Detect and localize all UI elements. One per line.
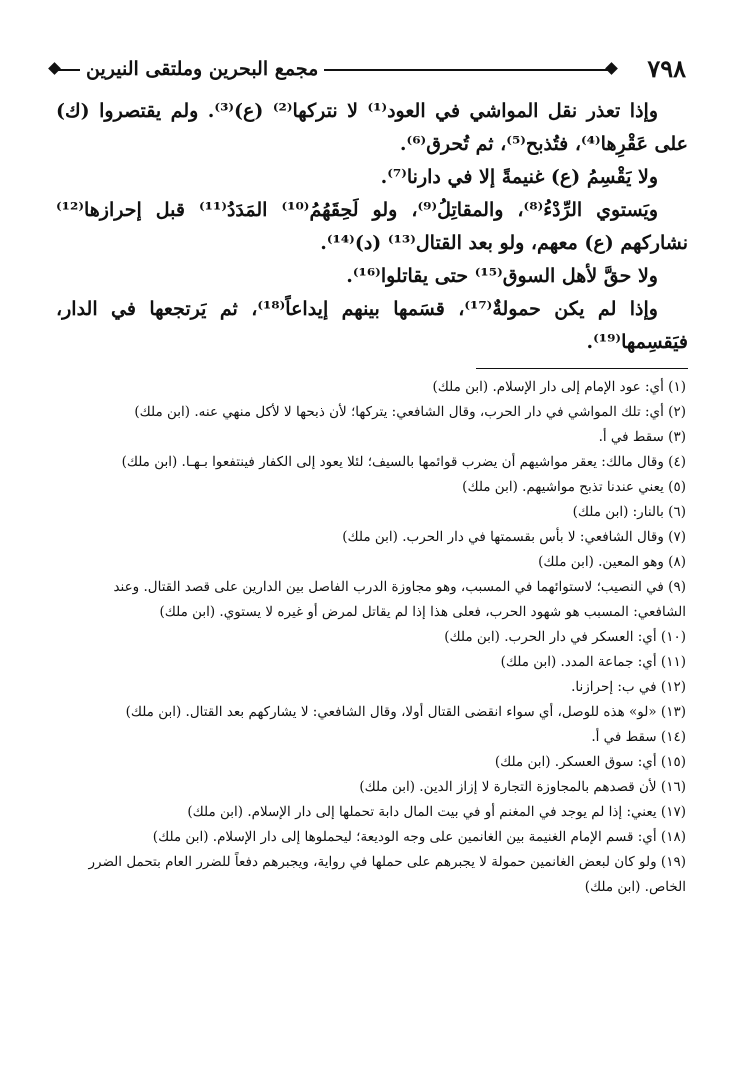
footnote-number: (١) bbox=[668, 379, 686, 395]
footnote-item bbox=[58, 550, 688, 575]
footnote-number: (٢) bbox=[668, 404, 686, 420]
footnote-number: (١١) bbox=[660, 654, 686, 670]
footnote-text: أي: جماعة المدد. (ابن ملك) bbox=[500, 654, 657, 670]
page-number: ٧٩٨ bbox=[647, 54, 686, 83]
footnote-item bbox=[58, 800, 688, 825]
footnote-number: (٧) bbox=[668, 529, 686, 545]
footnote-number: (٩) bbox=[668, 579, 686, 595]
page-header bbox=[34, 52, 686, 92]
footnote-number: (١٨) bbox=[660, 829, 686, 845]
footnote-text: وهو المعين. (ابن ملك) bbox=[538, 554, 664, 570]
main-paragraph: وإذا تعذر نقل المواشي في العود⁽¹⁾ لا نتركها⁽²⁾ (ع)⁽³⁾. ولم يقتصروا (ك) على عَقْرِها⁽⁴⁾، فتُذبح⁽⁵⁾، ثم تُحرق⁽⁶⁾. bbox=[56, 100, 688, 155]
footnote-text: يعني: إذا لم يوجد في المغنم أو في بيت المال دابة تحملها إلى دار الإسلام. (ابن ملك) bbox=[187, 804, 657, 820]
footnote-item bbox=[58, 725, 688, 750]
footnote-item bbox=[58, 825, 688, 850]
footnote-item bbox=[58, 475, 688, 500]
footnote-item bbox=[58, 525, 688, 550]
footnote-item bbox=[58, 625, 688, 650]
footnote-item bbox=[58, 375, 688, 400]
footnote-text: سقط في أ. bbox=[591, 729, 657, 745]
footnote-text: أي: العسكر في دار الحرب. (ابن ملك) bbox=[444, 629, 657, 645]
main-paragraph: ولا يَقْسِمُ (ع) غنيمةً إلا في دارنا⁽⁷⁾. bbox=[380, 166, 658, 188]
header-diamond-right bbox=[605, 62, 618, 75]
footnote-number: (١٠) bbox=[660, 629, 686, 645]
footnote-number: (١٧) bbox=[660, 804, 686, 820]
footnote-text: وقال الشافعي: لا بأس بقسمتها في دار الحرب. (ابن ملك) bbox=[342, 529, 664, 545]
footnotes-list bbox=[58, 375, 688, 900]
main-paragraph: وإذا لم يكن حمولةٌ⁽¹⁷⁾، قسَمها بينهم إيداعاً⁽¹⁸⁾، ثم يَرتجعها في الدار، فيَقسِمها⁽¹⁹⁾. bbox=[56, 298, 688, 353]
footnote-item bbox=[58, 425, 688, 450]
footnote-text: أي: عود الإمام إلى دار الإسلام. (ابن ملك) bbox=[432, 379, 664, 395]
footnote-number: (٥) bbox=[668, 479, 686, 495]
main-text bbox=[56, 95, 688, 359]
footnote-number: (٦) bbox=[668, 504, 686, 520]
footnote-number: (١٦) bbox=[660, 779, 686, 795]
footnote-item bbox=[58, 450, 688, 475]
header-diamond-left bbox=[48, 62, 61, 75]
footnote-number: (١٥) bbox=[660, 754, 686, 770]
footnote-number: (٨) bbox=[668, 554, 686, 570]
footnote-number: (١٢) bbox=[660, 679, 686, 695]
footnote-text: في ب: إحرازنا. bbox=[571, 679, 657, 695]
footnote-number: (٣) bbox=[668, 429, 686, 445]
footnote-separator bbox=[476, 368, 688, 369]
footnote-item bbox=[58, 700, 688, 725]
footnote-text: بالنار: (ابن ملك) bbox=[572, 504, 664, 520]
main-paragraph: ويَستوي الرِّدْءُ⁽⁸⁾، والمقاتِلُ⁽⁹⁾، ولو لَحِقَهُمُ⁽¹⁰⁾ المَدَدُ⁽¹¹⁾ قبل إحرازها⁽¹²⁾ نشاركهم (ع) معهم، ولو بعد القتال⁽¹³⁾ (د)⁽¹⁴⁾. bbox=[56, 199, 688, 254]
footnote-item bbox=[58, 850, 688, 900]
footnote-item bbox=[58, 400, 688, 425]
footnote-text: سقط في أ. bbox=[598, 429, 664, 445]
footnote-number: (١٤) bbox=[660, 729, 686, 745]
footnote-text: أي: قسم الإمام الغنيمة بين الغانمين على وجه الوديعة؛ ليحملوها إلى دار الإسلام. (ابن ملك) bbox=[152, 829, 657, 845]
footnote-number: (١٣) bbox=[660, 704, 686, 720]
footnote-text: في النصيب؛ لاستوائهما في المسبب، وهو مجاوزة الدرب الفاصل بين الدارين على قصد القتال. وعند الشافعي: المسبب هو شهود الحرب، فعلى هذا إذا لم يقاتل لمرض أو غيره لا يستوي. (ابن ملك) bbox=[113, 579, 686, 620]
footnote-number: (٤) bbox=[668, 454, 686, 470]
book-title: مجمع البحرين وملتقى النيرين bbox=[80, 56, 324, 82]
footnote-text: ولو كان لبعض الغانمين حمولة لا يجبرهم على حملها في رواية، ويجبرهم دفعاً للضرر العام بتحمل الضرر الخاص. (ابن ملك) bbox=[88, 854, 686, 895]
footnote-item bbox=[58, 775, 688, 800]
main-paragraph: ولا حقَّ لأهل السوق⁽¹⁵⁾ حتى يقاتلوا⁽¹⁶⁾. bbox=[346, 265, 658, 287]
footnote-text: أي: سوق العسكر. (ابن ملك) bbox=[494, 754, 657, 770]
footnote-item bbox=[58, 500, 688, 525]
footnote-text: «لو» هذه للوصل، أي سواء انقضى القتال أولا، وقال الشافعي: لا يشاركهم بعد القتال. (ابن ملك) bbox=[125, 704, 657, 720]
footnote-item bbox=[58, 750, 688, 775]
footnote-item bbox=[58, 675, 688, 700]
footnote-text: وقال مالك: يعقر مواشيهم أن يضرب قوائمها بالسيف؛ لئلا يعود إلى الكفار فينتفعوا بـهـا. (ابن ملك) bbox=[121, 454, 664, 470]
footnote-item bbox=[58, 575, 688, 625]
footnote-item bbox=[58, 650, 688, 675]
footnote-number: (١٩) bbox=[660, 854, 686, 870]
footnote-text: يعني عندنا تذبح مواشيهم. (ابن ملك) bbox=[462, 479, 664, 495]
footnote-text: أي: تلك المواشي في دار الحرب، وقال الشافعي: يتركها؛ لأن ذبحها لا لأكل منهي عنه. (ابن ملك) bbox=[134, 404, 664, 420]
footnote-text: لأن قصدهم بالمجاوزة التجارة لا إزاز الدين. (ابن ملك) bbox=[359, 779, 657, 795]
